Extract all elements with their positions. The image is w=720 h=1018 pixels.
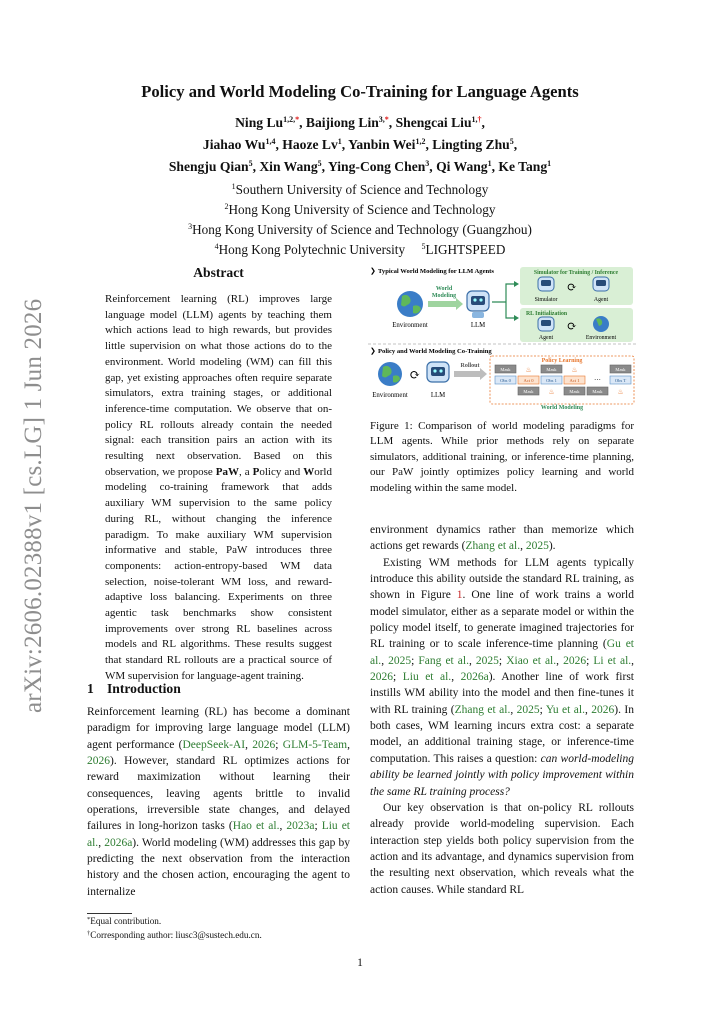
mask-token-top: Mask (546, 367, 557, 372)
mask-token-bottom: Mask (523, 389, 534, 394)
fig-environment-label-top: Environment (392, 322, 428, 329)
fig-agent-label-1: Agent (593, 297, 609, 303)
bold-text: P (252, 465, 260, 478)
author-line: Jiahao Wu$^{1,4}$, Haoze Lv$^1$, Yanbin Wei$^{1,2}$, Lingting Zhu$^5$, (202, 137, 518, 152)
author-affiliation-mark: 1 (337, 137, 342, 146)
fig-rollout-arrow (454, 368, 487, 380)
intro-right-column (370, 522, 634, 898)
observation-token: Obs T (614, 378, 627, 383)
fig-environment-label-bottom: Environment (372, 392, 408, 399)
footnote (87, 928, 350, 942)
citation-link: Yu et al. (545, 703, 585, 716)
flame-icon: ♨ (525, 366, 532, 374)
observation-token: Obs 1 (546, 378, 557, 383)
footnote-mark: † (87, 929, 91, 937)
citation-link: 2025 (475, 654, 499, 667)
author-affiliation-mark: 1,2,* (283, 115, 300, 124)
author-affiliation-mark: 5 (248, 159, 253, 168)
author-line: Shengju Qian$^5$, Xin Wang$^5$, Ying-Cong Chen$^3$, Qi Wang$^1$, Ke Tang$^1$ (168, 159, 552, 174)
citation-link: 2025 (525, 540, 549, 553)
intro-paragraph-1-cont: environment dynamics rather than memorize which actions get rewards (Zhang et al., 2025). (370, 524, 634, 553)
author-name: Ke Tang (498, 159, 548, 174)
fig-agent-label-2: Agent (538, 335, 554, 341)
affiliation-line (90, 198, 630, 218)
fig-llm-label-top: LLM (470, 322, 486, 329)
author-affiliation-mark: 1,† (471, 115, 482, 124)
citation-link: 2026 (370, 671, 393, 684)
fig-llm-label-bottom: LLM (430, 392, 446, 399)
fig-bottom-heading: Policy and World Modeling Co-Training (378, 348, 492, 355)
action-token: Act 0 (523, 378, 534, 383)
italic-text: can world-modeling ability be learned jointly with policy improvement within the same RL training process? (370, 752, 634, 798)
citation-link: DeepSeek-AI (182, 738, 246, 751)
footnote-mark: * (87, 916, 91, 923)
mask-token-top: Mask (615, 367, 626, 372)
citation-link: 2026 (591, 703, 615, 716)
fig-wm-label-1: World (435, 286, 453, 292)
citation-link: Li et al. (593, 654, 632, 667)
affiliation-name: Southern University of Science and Technology (235, 182, 489, 197)
affiliation-name: LIGHTSPEED (425, 242, 506, 257)
fig-cycle-icon-2: ⟳ (566, 319, 578, 333)
fig-chevron-icon: ❯ (370, 267, 376, 275)
fig-wm-label-2: Modeling (431, 293, 457, 299)
section-title: Introduction (107, 681, 181, 696)
flame-icon: ♨ (571, 366, 578, 374)
abstract-heading: Abstract (193, 265, 244, 280)
affiliations (90, 178, 630, 258)
citation-link: 2023a (286, 820, 315, 833)
fig-world-modeling-label: World Modeling (540, 405, 584, 411)
fig-rl-init-label: RL Initialization (526, 311, 568, 317)
abstract-body: Reinforcement learning (RL) improves large language model (LLM) agents by teaching them which actions lead to high rewards, but provides little supervision on what those actions do to the environment. World modeling (WM) can fill this gap, yet existing approaches often require separate simulators, extra training stages, or additional inference-time computation. We observe that on-policy RL rollouts already contain the needed signal: each transition pairs an action with its resulting next observation. Based on this observation, we propose PaW, a Policy and World modeling co-training framework that adds auxiliary WM supervision to the same policy during RL, without changing the inference paradigm. To make auxiliary WM supervision informative and stable, PaW introduces three components: action-entropy-based WM data selection, noise-tolerant WM loss, and reward-adaptive loss balancing. Experiments on three agentic task benchmarks show consistent improvements over strong RL baselines across models and RL algorithms. These results suggest that standard RL rollouts are a practical source of WM supervision for language-agent training. (105, 293, 332, 682)
fig-rollout-label: Rollout (460, 363, 480, 369)
citation-link: GLM-5-Team (282, 738, 348, 751)
intro-paragraph-2: Existing WM methods for LLM agents typically introduce this ability outside the standard RL training, as shown in Figure 1. One line of work trains a world model simulator, either as a separate model or within the policy model itself, to generate imagined trajectories for RL training or to scale inference-time planning (Gu et al., 2025; Fang et al., 2025; Xiao et al., 2026; Li et al., 2026; Liu et al., 2026a). Another line of work first instills WM ability into the model and then fine-tunes it with RL training (Zhang et al., 2025; Yu et al., 2026). In both cases, WM learning incurs extra cost: a separate model, an additional training stage, or inference-time computation. This raises a question: can world-modeling ability be learned jointly with policy improvement within the same RL training process? (370, 556, 635, 798)
affiliation-name: Hong Kong University of Science and Technology (228, 202, 496, 217)
author-name: Shengcai Liu (395, 115, 472, 130)
citation-link: Hao et al. (232, 820, 280, 833)
fig-simulator-label: Simulator (534, 297, 558, 303)
figure-1 (368, 264, 636, 412)
author-name: Xin Wang (259, 159, 318, 174)
fig-policy-learning-label: Policy Learning (541, 358, 583, 364)
footnote-text: Equal contribution. (90, 916, 162, 926)
author-name: Yanbin Wei (348, 137, 416, 152)
citation-link: Fang et al. (418, 654, 469, 667)
author-affiliation-mark: 3,* (378, 115, 389, 124)
author-affiliation-mark: 1,2 (415, 137, 426, 146)
intro-paragraph-3: Our key observation is that on-policy RL rollouts already provide world-modeling supervision. Each interaction step yields both policy supervision from the action and its advantage, and dynamics supervision from the resulting next observation, which reveals what the action causes. While standard RL (370, 801, 634, 896)
author-name: Lingting Zhu (432, 137, 510, 152)
citation-link: 2026 (87, 755, 110, 768)
author-list (90, 110, 630, 176)
arxiv-identifier: arXiv:2606.02388v1 [cs.LG] 1 Jun 2026 (20, 298, 47, 714)
author-affiliation-mark: 1 (547, 159, 552, 168)
fig-cycle-icon-3: ⟳ (409, 367, 421, 382)
footnotes (87, 914, 350, 941)
author-affiliation-mark: 1 (487, 159, 492, 168)
paper-title: Policy and World Modeling Co-Training for Language Agents (141, 82, 579, 101)
page-number: 1 (357, 957, 363, 969)
affiliation-name: Hong Kong University of Science and Technology (Guangzhou) (192, 222, 532, 237)
fig-cycle-icon-1: ⟳ (566, 280, 578, 294)
citation-link: Zhang et al. (465, 540, 521, 553)
fig-environment-label-small: Environment (585, 335, 617, 341)
intro-left-column (87, 704, 350, 900)
author-note-mark: * (295, 115, 300, 124)
mask-token-bottom: Mask (592, 389, 603, 394)
globe-icon-small (593, 316, 609, 332)
section-number: 1 (87, 681, 94, 696)
llm-robot-icon-top (467, 291, 489, 318)
author-line: Ning $Lu^{1,2,*}$, Baijiong Lin$^{3,*}$, Shengcai Liu$^{1,\dagger}$, (235, 115, 485, 130)
globe-icon (397, 291, 423, 317)
fig-chevron-icon-2: ❯ (370, 347, 376, 355)
affiliation-number: 4 (214, 242, 219, 251)
affiliation-number: 2 (224, 202, 229, 211)
author-name: Jiahao Wu (202, 137, 266, 152)
figure-1-caption: Figure 1: Comparison of world modeling paradigms for LLM agents. While prior methods rely on separate simulators, additional training, or inference-time planning, our PaW jointly optimizes policy learning and world modeling within the same model. (370, 420, 634, 494)
agent-robot-icon-2 (538, 317, 554, 331)
citation-link: 2025 (516, 703, 540, 716)
footnote (87, 914, 350, 928)
citation-link: Liu et al. (87, 820, 350, 849)
action-token: Act 1 (569, 378, 580, 383)
bold-text: W (303, 465, 315, 478)
author-name: Shengju Qian (168, 159, 249, 174)
affiliation-line (90, 238, 630, 258)
citation-link: Xiao et al. (506, 654, 557, 667)
author-name: Haoze Lv (282, 137, 338, 152)
figure-reference: 1 (456, 589, 463, 602)
citation-link: 2026 (563, 654, 587, 667)
citation-link: Gu et al. (370, 638, 634, 667)
sequence-ellipsis: ··· (594, 376, 601, 384)
author-affiliation-mark: 1,4 (265, 137, 276, 146)
affiliation-number: 1 (231, 182, 236, 191)
footnote-text: Corresponding author: liusc3@sustech.edu.cn. (90, 929, 262, 940)
affiliation-line (90, 178, 630, 198)
affiliation-name: Hong Kong Polytechnic University (218, 242, 406, 257)
fig-wm-arrow (428, 298, 463, 310)
citation-link: 2026a (460, 671, 489, 684)
mask-token-top: Mask (500, 367, 511, 372)
fig-branch-lines (492, 284, 514, 318)
citation-link: Liu et al. (402, 671, 452, 684)
affiliation-number: 5 (421, 242, 426, 251)
fig-top-heading: Typical World Modeling for LLM Agents (378, 268, 494, 275)
author-affiliation-mark: 5 (509, 137, 514, 146)
llm-robot-icon-bottom (427, 362, 449, 382)
author-note-mark: * (384, 115, 389, 124)
section-heading (87, 681, 181, 697)
author-name: Qi Wang (436, 159, 488, 174)
citation-link: 2026a (104, 836, 133, 849)
fig-sim-box-title: Simulator for Training / Inference (533, 270, 619, 276)
mask-token-bottom: Mask (569, 389, 580, 394)
citation-link: 2025 (388, 654, 412, 667)
author-name: Ying-Cong Chen (327, 159, 426, 174)
bold-text: PaW (215, 465, 239, 478)
fig-branch-arrowhead-2 (514, 315, 519, 321)
author-affiliation-mark: 3 (425, 159, 430, 168)
flame-icon: ♨ (548, 388, 555, 396)
citation-link: 2026 (252, 738, 276, 751)
affiliation-number: 3 (188, 222, 193, 231)
author-note-mark: † (477, 115, 482, 124)
simulator-robot-icon (538, 277, 554, 291)
affiliation-line (90, 218, 630, 238)
globe-icon-bottom (378, 362, 402, 386)
fig-branch-arrowhead-1 (514, 281, 519, 287)
flame-icon: ♨ (617, 388, 624, 396)
author-name: Ning Lu (235, 115, 284, 130)
agent-robot-icon (593, 277, 609, 291)
author-name: Baijiong Lin (305, 115, 379, 130)
observation-token: Obs 0 (500, 378, 511, 383)
author-affiliation-mark: 5 (317, 159, 322, 168)
citation-link: Zhang et al. (454, 703, 511, 716)
intro-paragraph-1: Reinforcement learning (RL) has become a dominant paradigm for improving large language model (LLM) agent performance (DeepSeek-AI, 2026; GLM-5-Team, 2026). However, standard RL optimizes actions for reward maximization without learning their consequences, leaving agents brittle to invalid operations, irreversible state changes, and delayed failures in long-horizon tasks (Hao et al., 2023a; Liu et al., 2026a). World modeling (WM) addresses this gap by predicting the next observation from the interaction history and the chosen action, encouraging the agent to internalize (87, 706, 351, 898)
